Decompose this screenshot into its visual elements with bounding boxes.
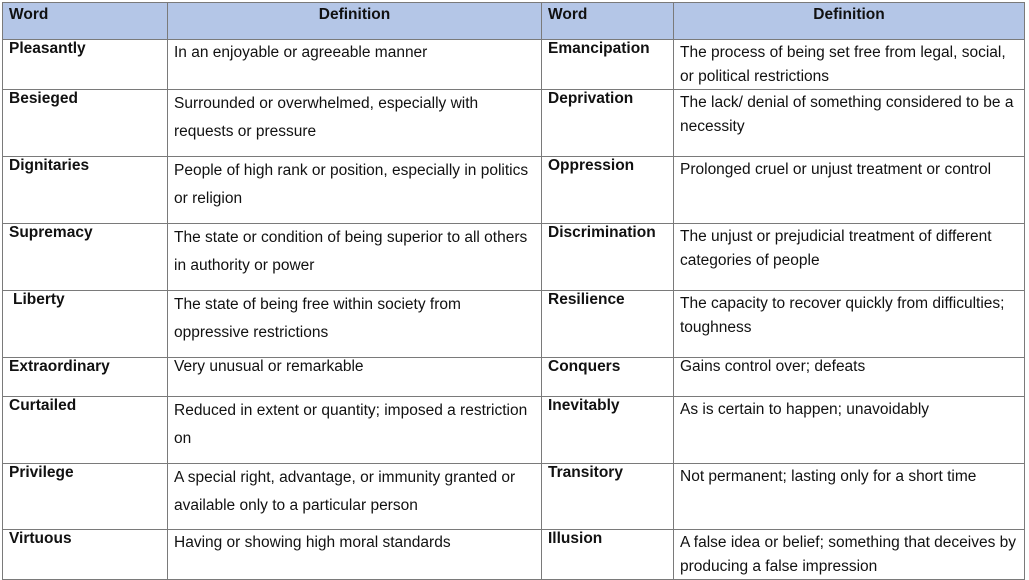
word-cell: Supremacy [3,224,168,291]
definition-cell: In an enjoyable or agreeable manner [168,40,542,90]
table-row [3,224,1025,291]
definition-cell: A special right, advantage, or immunity granted or available only to a particular person [168,464,542,530]
word-cell: Pleasantly [3,40,168,90]
word-cell-2: Illusion [542,530,674,580]
definition-cell: Surrounded or overwhelmed, especially with requests or pressure [168,90,542,157]
definition-cell-2: A false idea or belief; something that deceives by producing a false impression [674,530,1025,580]
definition-cell-2: Prolonged cruel or unjust treatment or control [674,157,1025,224]
vocabulary-table [2,2,1025,580]
word-cell: Extraordinary [3,358,168,397]
word-cell: Dignitaries [3,157,168,224]
word-column-header-2: Word [542,3,674,40]
definition-cell: The state or condition of being superior to all others in authority or power [168,224,542,291]
word-cell-2: Resilience [542,291,674,358]
definition-cell: People of high rank or position, especially in politics or religion [168,157,542,224]
definition-cell-2: As is certain to happen; unavoidably [674,397,1025,464]
table-row [3,157,1025,224]
word-cell-2: Oppression [542,157,674,224]
word-cell: Liberty [3,291,168,358]
definition-cell-2: The capacity to recover quickly from difficulties; toughness [674,291,1025,358]
word-cell-2: Deprivation [542,90,674,157]
definition-cell: Reduced in extent or quantity; imposed a restriction on [168,397,542,464]
definition-cell-2: Not permanent; lasting only for a short time [674,464,1025,530]
word-cell-2: Conquers [542,358,674,397]
table-row [3,397,1025,464]
table-row [3,90,1025,157]
definition-column-header: Definition [168,3,542,40]
word-cell-2: Emancipation [542,40,674,90]
definition-cell-2: The lack/ denial of something considered to be a necessity [674,90,1025,157]
table-row [3,40,1025,90]
definition-cell-2: The unjust or prejudicial treatment of different categories of people [674,224,1025,291]
header-row [3,3,1025,40]
word-column-header: Word [3,3,168,40]
definition-cell-2: The process of being set free from legal, social, or political restrictions [674,40,1025,90]
word-cell: Virtuous [3,530,168,580]
definition-cell-2: Gains control over; defeats [674,358,1025,397]
table-row [3,291,1025,358]
word-cell-2: Transitory [542,464,674,530]
table-row [3,358,1025,397]
word-cell: Curtailed [3,397,168,464]
definition-cell: The state of being free within society from oppressive restrictions [168,291,542,358]
definition-cell: Very unusual or remarkable [168,358,542,397]
definition-cell: Having or showing high moral standards [168,530,542,580]
word-cell: Privilege [3,464,168,530]
word-cell: Besieged [3,90,168,157]
word-cell-2: Inevitably [542,397,674,464]
word-cell-2: Discrimination [542,224,674,291]
definition-column-header-2: Definition [674,3,1025,40]
table-row [3,464,1025,530]
table-row [3,530,1025,580]
